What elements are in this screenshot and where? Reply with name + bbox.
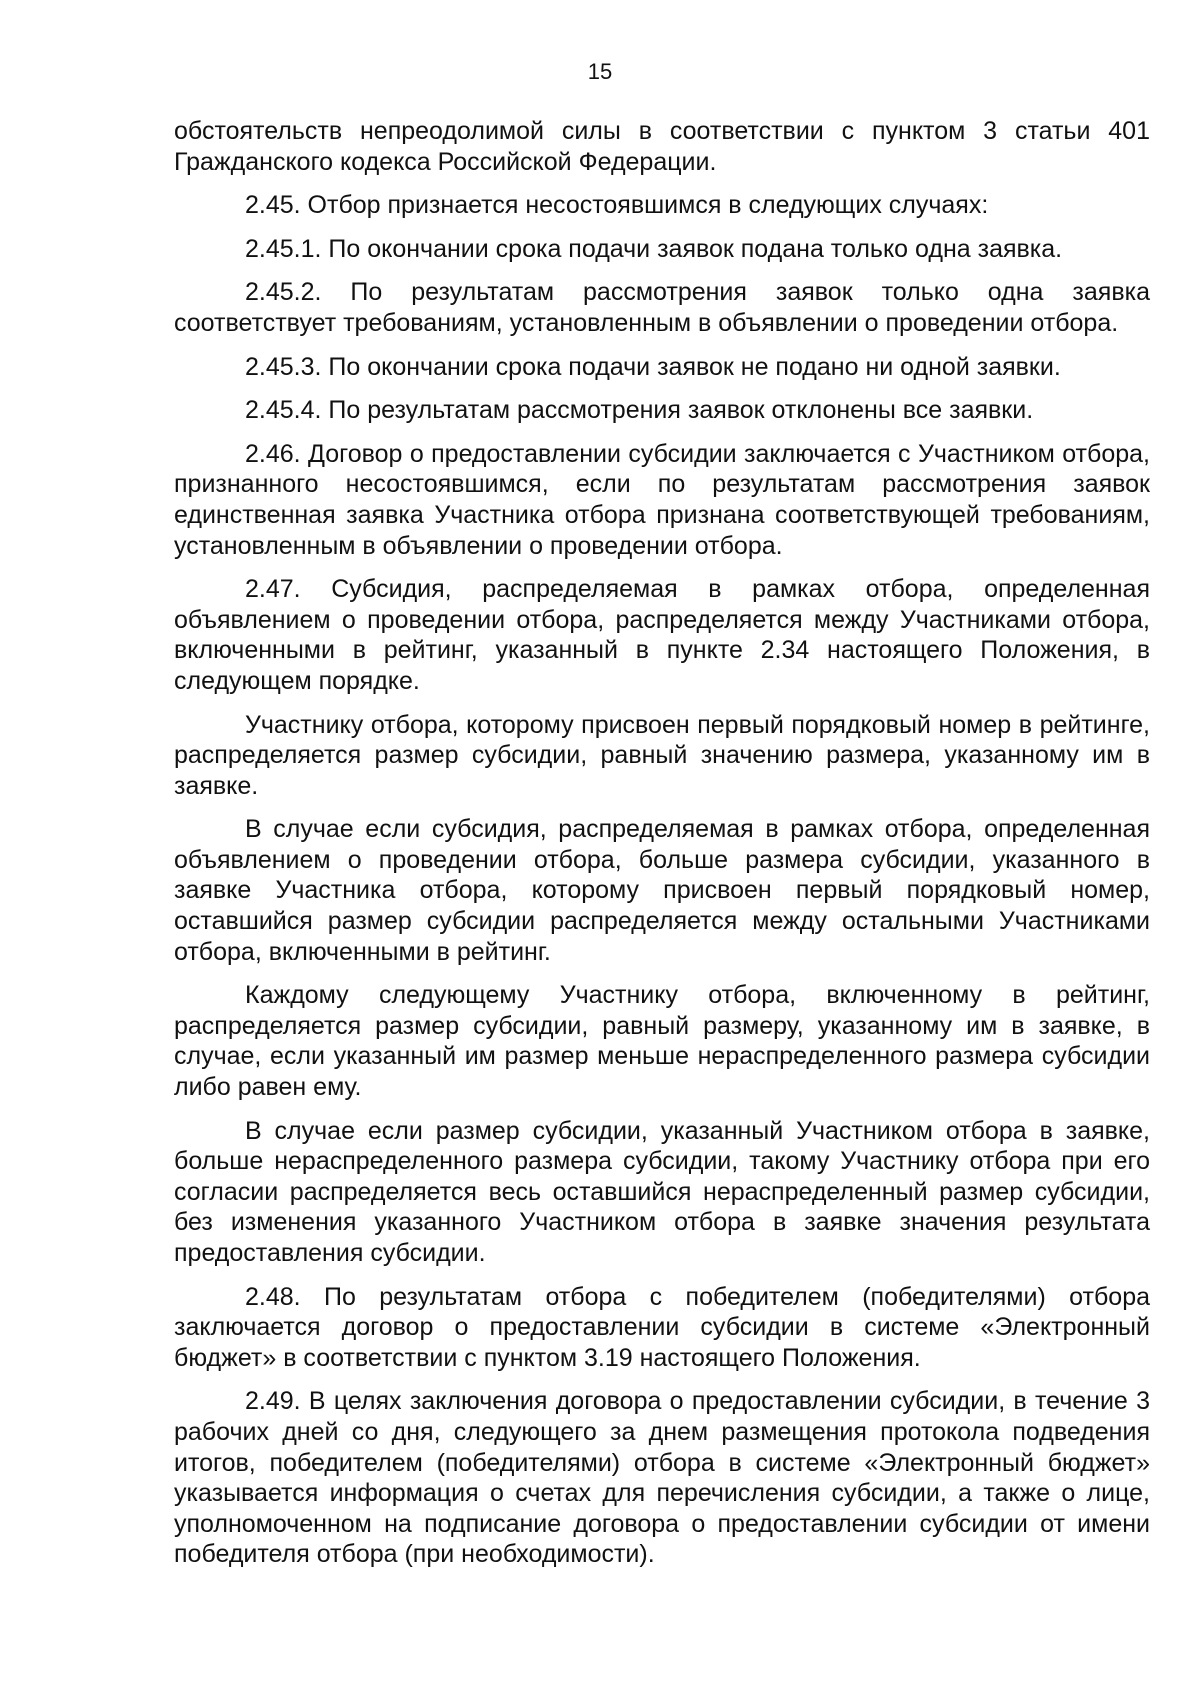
paragraph-2-47: 2.47. Субсидия, распределяемая в рамках отбора, определенная объявлением о проведении отбора, распределяется между Участниками отбора, включенными в рейтинг, указанный в пункте 2.34 настоящего Положения, в следующем порядке. [174,575,1150,695]
paragraph-2-45: 2.45. Отбор признается несостоявшимся в следующих случаях: [245,191,989,220]
paragraph-2-49: 2.49. В целях заключения договора о предоставлении субсидии, в течение 3 рабочих дней со дня, следующего за днем размещения протокола подведения итогов, победителем (победителями) отбора в системе «Электронный бюджет» указывается информация о счетах для перечисления субсидии, а также о лице, уполномоченном на подписание договора о предоставлении субсидии от имени победителя отбора (при необходимости). [174,1387,1150,1569]
paragraph-2-45-1: 2.45.1. По окончании срока подачи заявок подана только одна заявка. [245,234,1063,263]
page-number: 15 [587,59,613,84]
paragraph-2-45-3: 2.45.3. По окончании срока подачи заявок не подано ни одной заявки. [245,352,1061,381]
paragraph-exceeding-amount: В случае если размер субсидии, указанный Участником отбора в заявке, больше нераспределенного размера субсидии, такому Участнику отбора при его согласии распределяется весь оставшийся нераспределенный размер субсидии, без изменения указанного Участником отбора в заявке значения результата предоставления субсидии. [174,1116,1150,1267]
paragraph-2-48: 2.48. По результатам отбора с победителем (победителями) отбора заключается договор о предоставлении субсидии в системе «Электронный бюджет» в соответствии с пунктом 3.19 настоящего Положения. [174,1282,1150,1372]
paragraph-first-participant: Участнику отбора, которому присвоен первый порядковый номер в рейтинге, распределяется размер субсидии, равный значению размера, указанному им в заявке. [174,710,1150,800]
paragraph-2-45-2: 2.45.2. По результатам рассмотрения заявок только одна заявка соответствует требованиям, установленным в объявлении о проведении отбора. [174,278,1150,337]
paragraph-2-45-4: 2.45.4. По результатам рассмотрения заявок отклонены все заявки. [245,396,1034,425]
document-body [174,116,1150,1583]
paragraph-next-participant: Каждому следующему Участнику отбора, включенному в рейтинг, распределяется размер субсидии, равный размеру, указанному им в заявке, в случае, если указанный им размер меньше нераспределенного размера субсидии либо равен ему. [174,981,1150,1102]
paragraph-continuation: обстоятельств непреодолимой силы в соответствии с пунктом 3 статьи 401 Гражданского кодекса Российской Федерации. [174,117,1150,176]
paragraph-2-46: 2.46. Договор о предоставлении субсидии заключается с Участником отбора, признанного несостоявшимся, если по результатам рассмотрения заявок единственная заявка Участника отбора признана соответствующей требованиям, установленным в объявлении о проведении отбора. [174,439,1150,560]
paragraph-remaining-subsidy: В случае если субсидия, распределяемая в рамках отбора, определенная объявлением о проведении отбора, больше размера субсидии, указанного в заявке Участника отбора, которому присвоен первый порядковый номер, оставшийся размер субсидии распределяется между остальными Участниками отбора, включенными в рейтинг. [174,815,1150,966]
